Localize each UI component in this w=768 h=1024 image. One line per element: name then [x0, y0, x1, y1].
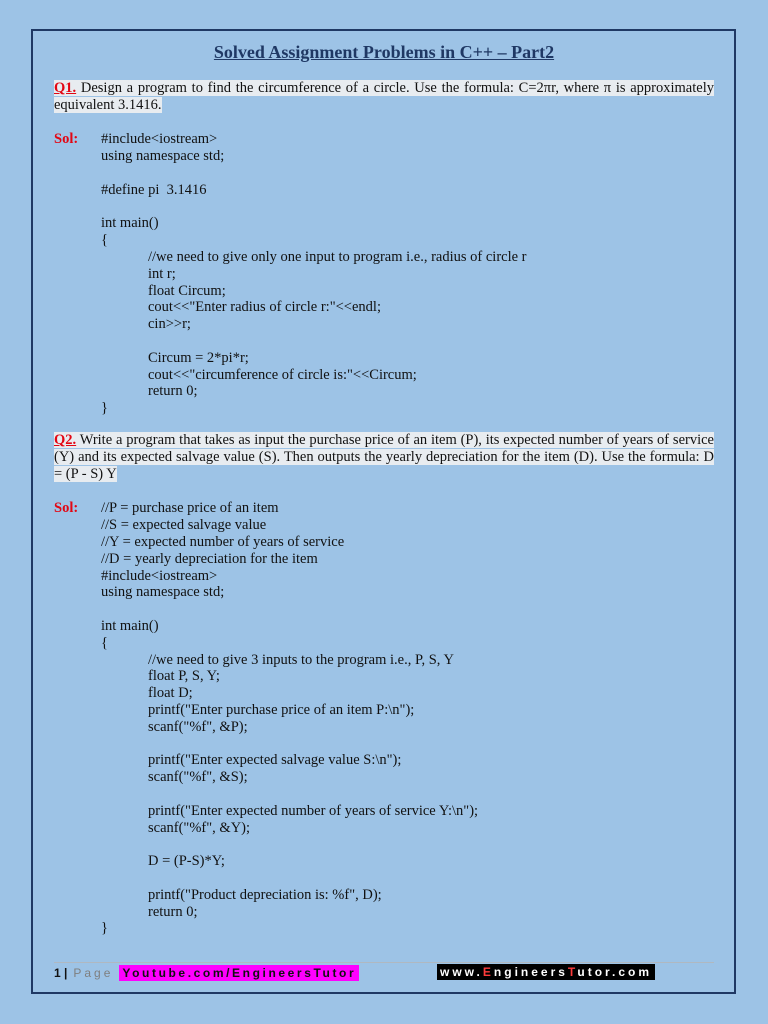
code-line: scanf("%f", &P); — [148, 719, 248, 735]
code-line: //P = purchase price of an item — [101, 500, 279, 516]
code-line: #define pi 3.1416 — [101, 182, 207, 198]
solution-2-label: Sol: — [54, 500, 79, 516]
code-line: #include<iostream> — [101, 131, 218, 147]
code-line: } — [101, 920, 108, 936]
code-line: using namespace std; — [101, 584, 225, 600]
code-line: #include<iostream> — [101, 568, 218, 584]
question-2-text: Write a program that takes as input the purchase price of an item (P), its expected number of years of service (Y) and its expected salvage value (S). Then outputs the yearly depreciation for the item (D). Use the formula: D = (P - S) Y — [54, 432, 714, 482]
code-line: float D; — [148, 685, 193, 701]
code-line: Circum = 2*pi*r; — [148, 350, 249, 366]
code-line: cin>>r; — [148, 316, 191, 332]
website-letter-e: E — [482, 965, 494, 979]
website-middle: ngineers — [493, 965, 568, 979]
code-line: D = (P-S)*Y; — [148, 853, 225, 869]
page-number: 1 | — [54, 966, 68, 980]
code-line: { — [101, 635, 108, 651]
question-1-text: Design a program to find the circumference of a circle. Use the formula: C=2πr, where π is approximately equivalent 3.1416. — [54, 80, 714, 113]
code-line: int r; — [148, 266, 176, 282]
website-prefix: www. — [440, 965, 483, 979]
question-2-label: Q2. — [54, 432, 77, 448]
code-line: using namespace std; — [101, 148, 225, 164]
code-line: scanf("%f", &Y); — [148, 820, 251, 836]
code-line: printf("Enter purchase price of an item P:\n"); — [148, 702, 415, 718]
question-1 — [54, 80, 714, 114]
youtube-link[interactable]: Youtube.com/EngineersTutor — [119, 965, 359, 981]
code-line: printf("Enter expected salvage value S:\n"); — [148, 752, 402, 768]
question-1-label: Q1. — [54, 80, 77, 96]
page-title: Solved Assignment Problems in C++ – Part2 — [213, 42, 555, 62]
code-line: //Y = expected number of years of service — [101, 534, 345, 550]
website-link[interactable] — [437, 964, 655, 980]
solution-1-label: Sol: — [54, 131, 79, 147]
code-line: { — [101, 232, 108, 248]
code-line: } — [101, 400, 108, 416]
footer — [54, 964, 359, 982]
code-line: printf("Enter expected number of years of service Y:\n"); — [148, 803, 479, 819]
code-line: //D = yearly depreciation for the item — [101, 551, 318, 567]
code-line: int main() — [101, 618, 159, 634]
code-line: //S = expected salvage value — [101, 517, 267, 533]
code-line: scanf("%f", &S); — [148, 769, 248, 785]
code-line: //we need to give 3 inputs to the program i.e., P, S, Y — [148, 652, 454, 668]
code-line: cout<<"Enter radius of circle r:"<<endl; — [148, 299, 381, 315]
question-2 — [54, 432, 714, 483]
code-line: int main() — [101, 215, 159, 231]
code-line: float Circum; — [148, 283, 226, 299]
code-line: float P, S, Y; — [148, 668, 220, 684]
website-letter-t: T — [567, 965, 578, 979]
website-suffix: utor.com — [577, 965, 653, 979]
code-line: printf("Product depreciation is: %f", D); — [148, 887, 382, 903]
code-line: return 0; — [148, 383, 198, 399]
footer-divider — [54, 962, 714, 963]
page-word: Page — [73, 966, 114, 980]
code-line: cout<<"circumference of circle is:"<<Circum; — [148, 367, 417, 383]
code-line: return 0; — [148, 904, 198, 920]
code-line: //we need to give only one input to program i.e., radius of circle r — [148, 249, 527, 265]
